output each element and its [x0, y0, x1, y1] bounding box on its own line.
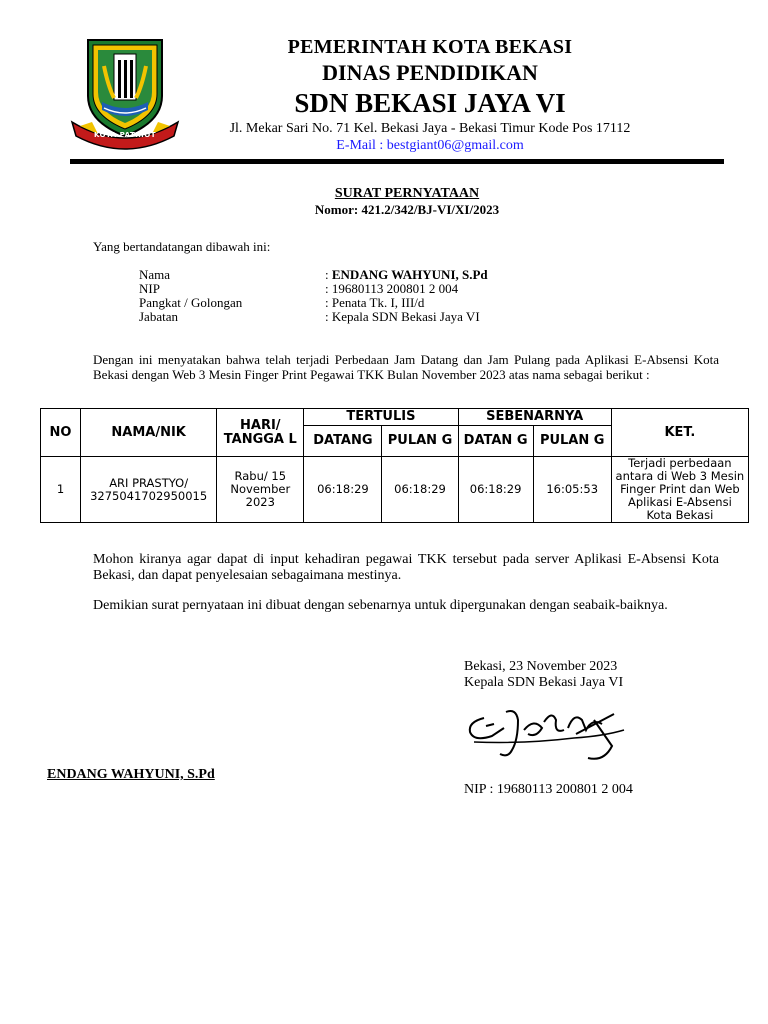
bekasi-city-logo: [68, 36, 182, 154]
signature-position: Kepala SDN Bekasi Jaya VI: [464, 675, 624, 690]
cell-tertulis-datang: 06:18:29: [304, 457, 382, 523]
table-row: [41, 457, 749, 523]
col-header-tertulis-datang: DATANG: [304, 426, 382, 457]
letterhead-divider: [70, 159, 724, 164]
identity-label-jabatan: Jabatan: [139, 309, 178, 324]
letter-number: Nomor: 421.2/342/BJ-VI/XI/2023: [314, 202, 500, 217]
handwritten-signature: [464, 700, 634, 768]
letterhead-government: PEMERINTAH KOTA BEKASI: [287, 36, 573, 58]
col-header-sebenarnya-pulang: PULAN G: [533, 426, 611, 457]
identity-label-pangkat: Pangkat / Golongan: [139, 295, 243, 310]
cell-sebenarnya-pulang: 16:05:53: [533, 457, 611, 523]
col-header-sebenarnya: SEBENARNYA: [458, 409, 611, 426]
cell-sebenarnya-datang: 06:18:29: [458, 457, 533, 523]
col-header-nama: NAMA/NIK: [81, 409, 217, 457]
cell-ket: Terjadi perbedaan antara di Web 3 Mesin Finger Print dan Web Aplikasi E-Absensi Kota Bekasi: [611, 457, 748, 523]
logo-motto: KOTA PATRIOT: [93, 131, 156, 139]
letterhead-address: Jl. Mekar Sari No. 71 Kel. Bekasi Jaya - Bekasi Timur Kode Pos 17112: [229, 121, 631, 136]
letterhead-email: E-Mail : bestgiant06@gmail.com: [336, 138, 524, 153]
request-paragraph: Mohon kiranya agar dapat di input kehadiran pegawai TKK tersebut pada server Aplikasi E-Absensi Kota Bekasi, dan dapat penyelesaian sebagaimana mestinya.: [93, 552, 719, 583]
signer-name: ENDANG WAHYUNI, S.Pd: [47, 767, 215, 782]
cell-tertulis-pulang: 06:18:29: [382, 457, 458, 523]
identity-label-nama: Nama: [139, 267, 171, 282]
identity-value-pangkat: : Penata Tk. I, III/d: [325, 295, 425, 310]
col-header-no: NO: [41, 409, 81, 457]
identity-label-nip: NIP: [139, 281, 160, 296]
signer-nip: NIP : 19680113 200801 2 004: [464, 782, 633, 797]
statement-paragraph: Dengan ini menyatakan bahwa telah terjadi Perbedaan Jam Datang dan Jam Pulang pada Aplikasi E-Absensi Kota Bekasi dengan Web 3 Mesin Finger Print Pegawai TKK Bulan November 2023 atas nama sebagai berikut :: [93, 352, 719, 382]
closing-paragraph: Demikian surat pernyataan ini dibuat dengan sebenarnya untuk dipergunakan dengan seabaik-baiknya.: [93, 598, 668, 613]
cell-nama: ARI PRASTYO/ 3275041702950015: [81, 457, 217, 523]
col-header-ket: KET.: [611, 409, 748, 457]
letterhead-school-name: SDN BEKASI JAYA VI: [294, 88, 566, 118]
attendance-table: [40, 408, 749, 523]
signature-place-date: Bekasi, 23 November 2023: [464, 659, 618, 674]
letterhead-department: DINAS PENDIDIKAN: [322, 60, 538, 85]
identity-value-jabatan: : Kepala SDN Bekasi Jaya VI: [325, 309, 480, 324]
cell-no: 1: [41, 457, 81, 523]
intro-text: Yang bertandatangan dibawah ini:: [93, 239, 271, 254]
letter-title: SURAT PERNYATAAN: [334, 186, 480, 201]
col-header-tertulis-pulang: PULAN G: [382, 426, 458, 457]
identity-value-nama: : ENDANG WAHYUNI, S.Pd: [325, 267, 488, 282]
cell-hari: Rabu/ 15 November 2023: [217, 457, 304, 523]
col-header-sebenarnya-datang: DATAN G: [458, 426, 533, 457]
identity-value-nip: : 19680113 200801 2 004: [325, 281, 459, 296]
col-header-tertulis: TERTULIS: [304, 409, 458, 426]
col-header-hari: HARI/ TANGGA L: [217, 409, 304, 457]
